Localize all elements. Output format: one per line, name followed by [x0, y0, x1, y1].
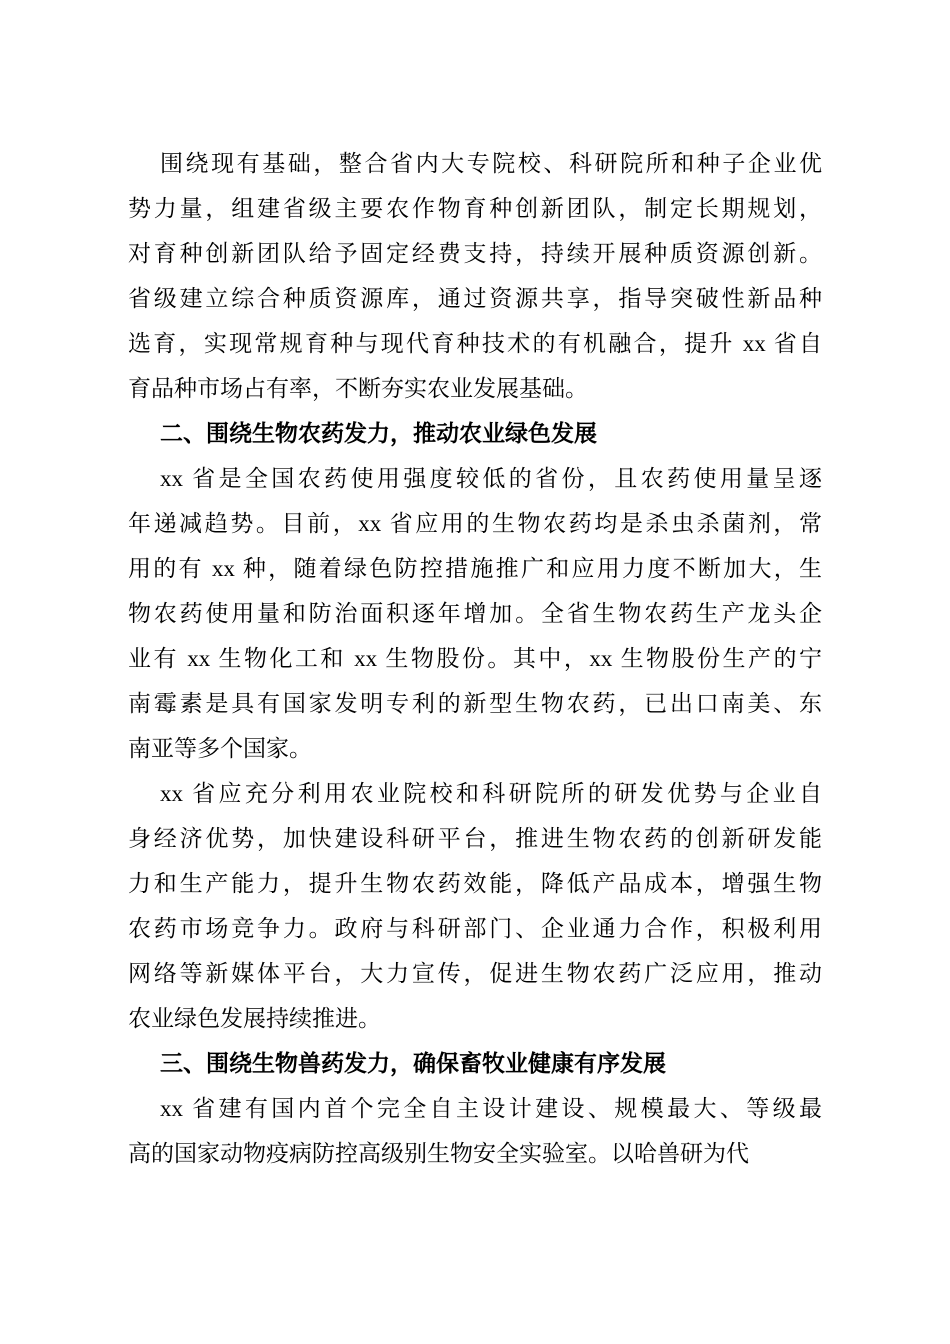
- paragraph-line: 对育种创新团队给予固定经费支持，持续开展种质资源创新。: [128, 241, 822, 266]
- paragraph-line: 育品种市场占有率，不断夯实农业发展基础。: [128, 376, 588, 401]
- paragraph: [128, 771, 822, 1041]
- document-page: [128, 141, 822, 1176]
- paragraph-line: 网络等新媒体平台，大力宣传，促进生物农药广泛应用，推动: [128, 961, 822, 986]
- paragraph-line: 高的国家动物疫病防控高级别生物安全实验室。以哈兽研为代: [128, 1141, 749, 1166]
- section-heading: [128, 1041, 822, 1086]
- paragraph-line: 身经济优势，加快建设科研平台，推进生物农药的创新研发能: [128, 826, 822, 851]
- paragraph-line: 南亚等多个国家。: [128, 736, 312, 761]
- paragraph-line: 围绕现有基础，整合省内大专院校、科研院所和种子企业优: [160, 151, 822, 176]
- heading-text: 二、围绕生物农药发力，推动农业绿色发展: [160, 420, 597, 446]
- heading-text: 三、围绕生物兽药发力，确保畜牧业健康有序发展: [160, 1050, 666, 1076]
- paragraph-line: 业有 xx 生物化工和 xx 生物股份。其中，xx 生物股份生产的宁: [128, 646, 822, 671]
- paragraph-line: 物农药使用量和防治面积逐年增加。全省生物农药生产龙头企: [128, 601, 822, 626]
- paragraph-line: 选育，实现常规育种与现代育种技术的有机融合，提升 xx 省自: [128, 331, 822, 356]
- paragraph-line: xx 省建有国内首个完全自主设计建设、规模最大、等级最: [160, 1096, 822, 1121]
- paragraph: [128, 1086, 822, 1176]
- paragraph-line: 农药市场竞争力。政府与科研部门、企业通力合作，积极利用: [128, 916, 822, 941]
- paragraph-line: 农业绿色发展持续推进。: [128, 1006, 381, 1031]
- paragraph-line: 力和生产能力，提升生物农药效能，降低产品成本，增强生物: [128, 871, 822, 896]
- paragraph: [128, 456, 822, 771]
- paragraph-line: 年递减趋势。目前，xx 省应用的生物农药均是杀虫杀菌剂，常: [128, 511, 822, 536]
- paragraph-line: 用的有 xx 种，随着绿色防控措施推广和应用力度不断加大，生: [128, 556, 822, 581]
- paragraph-line: xx 省是全国农药使用强度较低的省份，且农药使用量呈逐: [160, 466, 822, 491]
- paragraph-line: 势力量，组建省级主要农作物育种创新团队，制定长期规划，: [128, 196, 822, 221]
- paragraph: [128, 141, 822, 411]
- paragraph-line: 省级建立综合种质资源库，通过资源共享，指导突破性新品种: [128, 286, 822, 311]
- section-heading: [128, 411, 822, 456]
- paragraph-line: xx 省应充分利用农业院校和科研院所的研发优势与企业自: [160, 781, 822, 806]
- paragraph-line: 南霉素是具有国家发明专利的新型生物农药，已出口南美、东: [128, 691, 822, 716]
